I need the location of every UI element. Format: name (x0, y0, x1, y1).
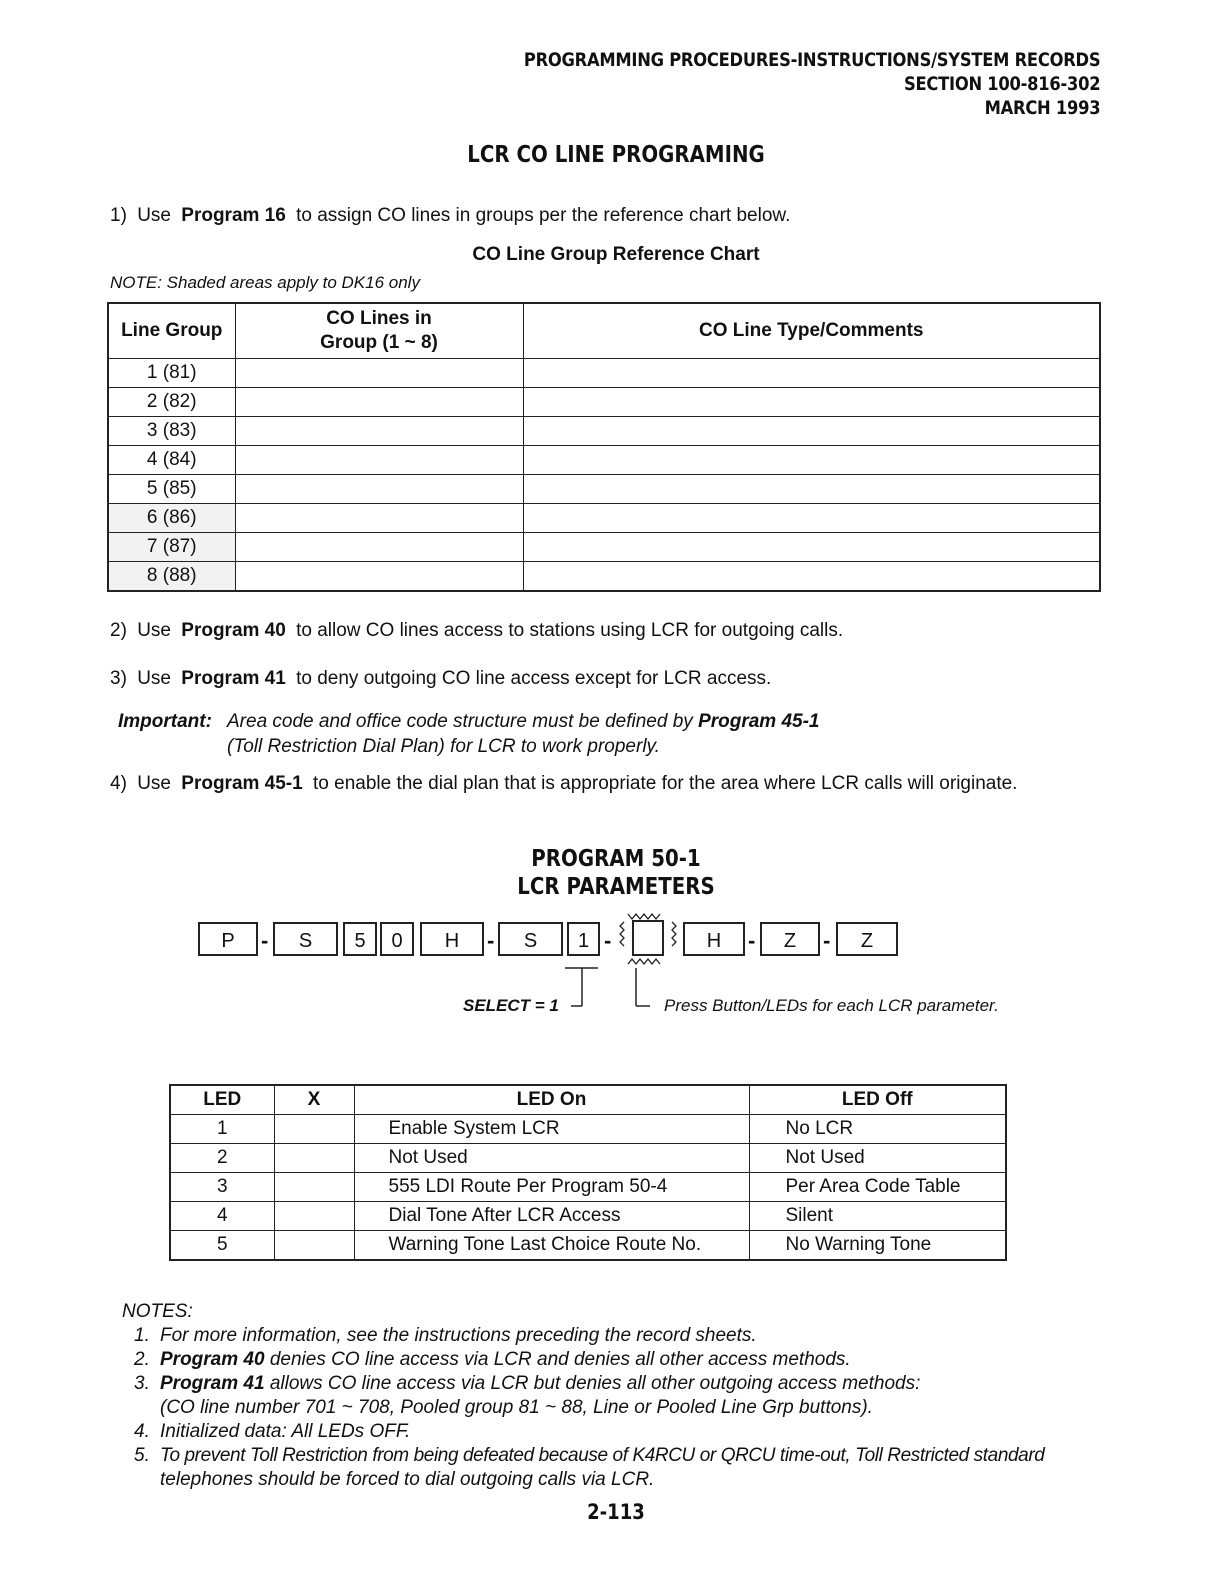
key-1: 1 (567, 922, 600, 956)
line-group-cell: 5 (85) (108, 475, 235, 504)
header-co-line-type: CO Line Type/Comments (523, 303, 1100, 359)
step-1 (110, 205, 790, 227)
chart-title: CO Line Group Reference Chart (472, 244, 760, 265)
led-off-cell: Not Used (749, 1144, 1006, 1173)
note-5-number: 5. (134, 1445, 150, 1466)
co-lines-cell[interactable] (235, 475, 523, 504)
led-off-cell: No LCR (749, 1115, 1006, 1144)
step-3-pre: Use (137, 668, 171, 689)
led-table (169, 1084, 1007, 1261)
header-x: X (274, 1085, 354, 1115)
page-number: 2-113 (587, 1500, 645, 1524)
step-3-number: 3) (110, 668, 127, 689)
dash-3: - (604, 928, 612, 953)
comments-cell[interactable] (523, 475, 1100, 504)
note-5: To prevent Toll Restriction from being defeated because of K4RCU or QRCU time-out, Toll Restricted standard (160, 1445, 1045, 1466)
note-2-text: denies CO line access via LCR and denies all other access methods. (269, 1349, 851, 1370)
table-row (108, 475, 1100, 504)
led-off-cell: No Warning Tone (749, 1231, 1006, 1261)
important-line-2: (Toll Restriction Dial Plan) for LCR to work properly. (227, 736, 660, 757)
table-row (170, 1144, 1006, 1173)
led-off-cell: Per Area Code Table (749, 1173, 1006, 1202)
header-line-1: PROGRAMMING PROCEDURES-INSTRUCTIONS/SYSTEM RECORDS (523, 49, 1100, 71)
header-co-lines-2: Group (1 ~ 8) (320, 332, 438, 353)
key-0: 0 (380, 922, 414, 956)
key-p: P (198, 922, 258, 956)
important-label: Important: (118, 711, 212, 732)
step-2-number: 2) (110, 620, 127, 641)
program-subtitle: LCR PARAMETERS (517, 874, 715, 900)
notes-heading: NOTES: (122, 1301, 193, 1322)
line-group-cell: 2 (82) (108, 388, 235, 417)
key-5: 5 (343, 922, 377, 956)
step-1-number: 1) (110, 205, 127, 226)
table-row (108, 388, 1100, 417)
comments-cell[interactable] (523, 562, 1100, 592)
table-row (170, 1173, 1006, 1202)
step-4 (110, 773, 1017, 795)
dash-5: - (823, 928, 831, 953)
step-4-text: to enable the dial plan that is appropriate for the area where LCR calls will originate. (313, 773, 1018, 794)
note-3-continued: (CO line number 701 ~ 708, Pooled group 81 ~ 88, Line or Pooled Line Grp buttons). (160, 1397, 873, 1418)
co-lines-cell[interactable] (235, 417, 523, 446)
key-z: Z (760, 922, 820, 956)
note-3-number: 3. (134, 1373, 150, 1394)
step-4-number: 4) (110, 773, 127, 794)
key-z-2: Z (836, 922, 898, 956)
table-row (108, 562, 1100, 592)
dash-4: - (748, 928, 756, 953)
note-3-text: allows CO line access via LCR but denies all other outgoing access methods: (269, 1373, 921, 1394)
line-group-cell: 3 (83) (108, 417, 235, 446)
step-3 (110, 668, 771, 690)
program-title: PROGRAM 50-1 (531, 846, 701, 872)
key-h: H (420, 922, 484, 956)
step-1-program: Program 16 (181, 205, 286, 226)
important-body (227, 709, 820, 759)
important-text-1: Area code and office code structure must be defined by (227, 711, 693, 732)
page-title: LCR CO LINE PROGRAMING (467, 142, 765, 168)
x-cell[interactable] (274, 1144, 354, 1173)
line-group-cell: 6 (86) (108, 504, 235, 533)
led-number: 2 (170, 1144, 274, 1173)
header-line-group: Line Group (108, 303, 235, 359)
table-row (170, 1231, 1006, 1261)
note-5-continued: telephones should be forced to dial outgoing calls via LCR. (160, 1469, 655, 1490)
table-row (108, 359, 1100, 388)
step-4-program: Program 45-1 (181, 773, 303, 794)
co-line-group-table (107, 302, 1101, 592)
led-number: 5 (170, 1231, 274, 1261)
note-1-number: 1. (134, 1325, 150, 1346)
comments-cell[interactable] (523, 359, 1100, 388)
x-cell[interactable] (274, 1173, 354, 1202)
table-header-row (108, 303, 1100, 359)
note-2 (160, 1348, 851, 1372)
key-s-2: S (498, 922, 563, 956)
co-lines-cell[interactable] (235, 504, 523, 533)
header-line-3: MARCH 1993 (984, 97, 1100, 119)
table-row (108, 446, 1100, 475)
x-cell[interactable] (274, 1231, 354, 1261)
note-1: For more information, see the instructions preceding the record sheets. (160, 1325, 757, 1346)
line-group-cell: 8 (88) (108, 562, 235, 592)
table-row (170, 1202, 1006, 1231)
step-2-program: Program 40 (181, 620, 286, 641)
note-4-number: 4. (134, 1421, 150, 1442)
led-on-cell: Warning Tone Last Choice Route No. (354, 1231, 749, 1261)
select-label: SELECT = 1 (463, 996, 559, 1015)
led-number: 3 (170, 1173, 274, 1202)
step-3-text: to deny outgoing CO line access except for LCR access. (296, 668, 772, 689)
header-led-on: LED On (354, 1085, 749, 1115)
comments-cell[interactable] (523, 388, 1100, 417)
table-row (108, 417, 1100, 446)
table-row (108, 533, 1100, 562)
led-on-cell: Enable System LCR (354, 1115, 749, 1144)
step-2-text: to allow CO lines access to stations using LCR for outgoing calls. (296, 620, 844, 641)
key-h-2: H (683, 922, 745, 956)
step-2 (110, 620, 843, 642)
led-table-header (170, 1085, 1006, 1115)
table-row (170, 1115, 1006, 1144)
led-on-cell: 555 LDI Route Per Program 50-4 (354, 1173, 749, 1202)
line-group-cell: 1 (81) (108, 359, 235, 388)
header-co-lines-1: CO Lines in (326, 308, 432, 329)
led-on-cell: Not Used (354, 1144, 749, 1173)
co-lines-cell[interactable] (235, 388, 523, 417)
header-led-off: LED Off (749, 1085, 1006, 1115)
chart-note: NOTE: Shaded areas apply to DK16 only (110, 273, 420, 292)
note-4: Initialized data: All LEDs OFF. (160, 1421, 411, 1442)
comments-cell[interactable] (523, 504, 1100, 533)
important-program: Program 45-1 (698, 711, 820, 732)
line-group-cell: 4 (84) (108, 446, 235, 475)
led-number: 1 (170, 1115, 274, 1144)
header-led: LED (170, 1085, 274, 1115)
key-s: S (273, 922, 338, 956)
comments-cell[interactable] (523, 533, 1100, 562)
callout-lines (560, 958, 660, 1018)
step-1-pre: Use (137, 205, 171, 226)
led-number: 4 (170, 1202, 274, 1231)
led-on-cell: Dial Tone After LCR Access (354, 1202, 749, 1231)
notes-section (122, 1300, 1122, 1500)
table-row (108, 504, 1100, 533)
program-title-block (86, 845, 1146, 901)
led-off-cell: Silent (749, 1202, 1006, 1231)
dash-2: - (487, 928, 495, 953)
step-1-text: to assign CO lines in groups per the reference chart below. (296, 205, 791, 226)
step-4-pre: Use (137, 773, 171, 794)
important-line-1 (227, 709, 820, 734)
note-2-number: 2. (134, 1349, 150, 1370)
co-lines-cell[interactable] (235, 562, 523, 592)
co-lines-cell[interactable] (235, 446, 523, 475)
header-co-lines (235, 303, 523, 359)
comments-cell[interactable] (523, 446, 1100, 475)
document-header (523, 48, 1100, 120)
header-line-2: SECTION 100-816-302 (903, 73, 1100, 95)
press-label: Press Button/LEDs for each LCR parameter. (664, 996, 999, 1015)
dash-1: - (261, 928, 269, 953)
co-lines-cell[interactable] (235, 533, 523, 562)
co-lines-cell[interactable] (235, 359, 523, 388)
x-cell[interactable] (274, 1202, 354, 1231)
important-note (118, 709, 212, 734)
step-2-pre: Use (137, 620, 171, 641)
note-2-program: Program 40 (160, 1349, 265, 1370)
comments-cell[interactable] (523, 417, 1100, 446)
note-3-program: Program 41 (160, 1373, 265, 1394)
note-3 (160, 1372, 920, 1396)
x-cell[interactable] (274, 1115, 354, 1144)
line-group-cell: 7 (87) (108, 533, 235, 562)
step-3-program: Program 41 (181, 668, 286, 689)
